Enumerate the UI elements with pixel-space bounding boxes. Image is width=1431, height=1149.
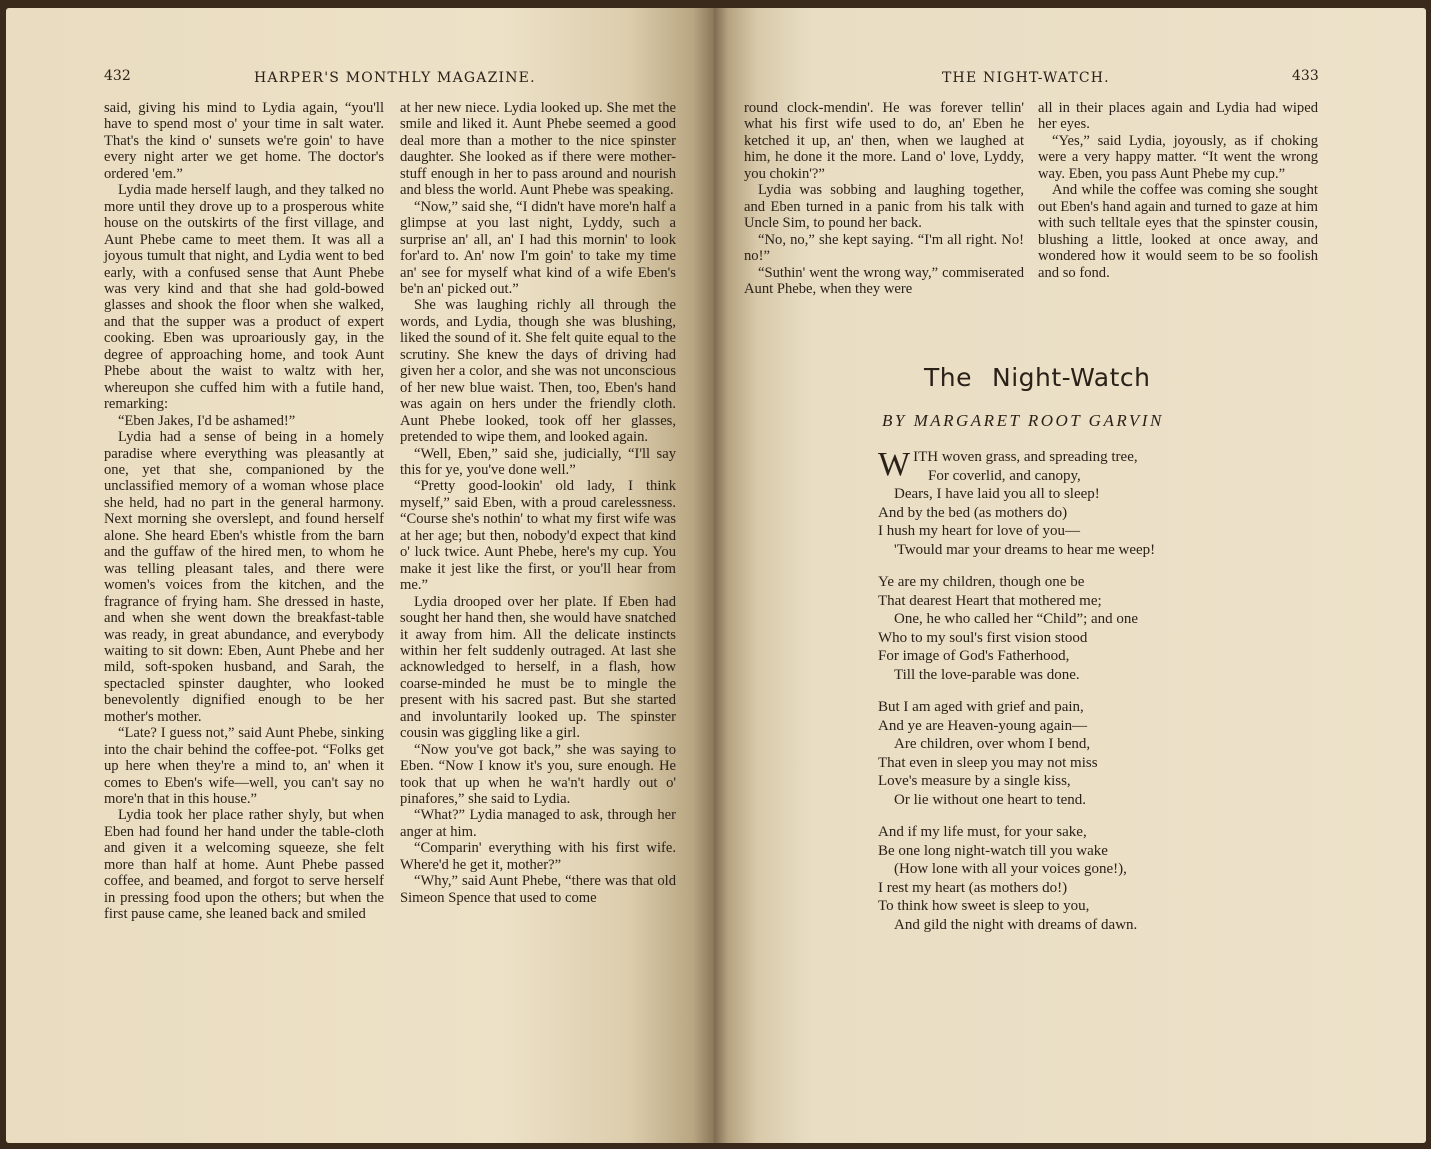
paragraph: Lydia made herself laugh, and they talked no more until they drove up to a prosperous white house on the outskirts of the first village, and Aunt Phebe came to meet them. It was all a joyous tumult that night, and Lydia went to bed early, with a confused sense that Aunt Phebe was very kind and that she had gold-bowed glasses and shook the floor when she walked, and that the supper was a product of expert cooking. Eben was uproariously gay, in the degree of approaching home, and took Aunt Phebe about the waist to waltz with her, whereupon she cuffed him with a futile hand, remarking:	[104, 182, 384, 413]
paragraph: And while the coffee was coming she sought out Eben's hand again and turned to gaze at him with such telltale eyes that the spinster cousin, blushing a little, looked at once away, and wondered how it would seem to be so foolish and so fond.	[1038, 182, 1318, 281]
running-head: HARPER'S MONTHLY MAGAZINE.	[254, 70, 536, 86]
poem-line: WITH woven grass, and spreading tree,	[878, 446, 1138, 483]
poem-line: Till the love-parable was done.	[894, 666, 1080, 683]
poem-line: To think how sweet is sleep to you,	[878, 898, 1090, 914]
poem-body	[878, 448, 1238, 948]
drop-cap: W	[878, 446, 911, 483]
paragraph: Lydia had a sense of being in a homely paradise where everything was pleasantly at one, yet that she, companioned by the unclassified memory of a woman whose place she held, had no part in the general harmony. Next morning she overslept, and found herself alone. She heard Eben's whistle from the barn and the guffaw of the hired men, to whom he was telling pleasant tales, and there were women's voices from the kitchen, and the fragrance of frying ham. She dressed in haste, and when she went down the breakfast-table was ready, in great abundance, and everybody waiting to sit down: Eben, Aunt Phebe and her mild, soft-spoken husband, and Sarah, the spectacled spinster daughter, who looked benevolently dignified enough to be her mother's mother.	[104, 429, 384, 725]
poem-line: I rest my heart (as mothers do!)	[878, 879, 1068, 896]
paragraph: “Pretty good-lookin' old lady, I think myself,” said Eben, with a proud carelessness. “Course she's nothin' to what my first wife was at her age; but then, nobody'd expect that kind o' luck twice. Aunt Phebe, here's my cup. You make it jest like the first, or you'll hear from me.”	[400, 478, 676, 594]
paragraph: “Suthin' went the wrong way,” commiserated Aunt Phebe, when they were	[744, 264, 1024, 297]
poem-line: And by the bed (as mothers do)	[878, 504, 1068, 521]
poem-line: 'Twould mar your dreams to hear me weep!	[894, 541, 1156, 558]
page-number: 433	[1292, 68, 1319, 84]
poem-line: That dearest Heart that mothered me;	[878, 592, 1102, 609]
paragraph: Lydia was sobbing and laughing together, and Eben turned in a panic from his talk with Uncle Sim, to pound her back.	[744, 182, 1024, 232]
paragraph: all in their places again and Lydia had wiped her eyes.	[1038, 100, 1318, 133]
poem-line: And gild the night with dreams of dawn.	[894, 916, 1138, 933]
poem-author: BY MARGARET ROOT GARVIN	[882, 411, 1164, 430]
page-number: 432	[104, 68, 131, 84]
poem-line: (How lone with all your voices gone!),	[894, 861, 1127, 877]
paragraph: “No, no,” she kept saying. “I'm all right. No! no!”	[744, 231, 1024, 265]
paragraph: “Eben Jakes, I'd be ashamed!”	[118, 412, 296, 429]
poem-line: But I am aged with grief and pain,	[878, 699, 1084, 715]
running-head: THE NIGHT-WATCH.	[942, 70, 1110, 86]
paragraph: “Now,” said she, “I didn't have more'n half a glimpse at you last night, Lyddy, such a surprise an' all, an' I had this mornin' to look for'ard to. An' now I'm goin' to take my time an' see for myself what kind of a wife Eben's be'n an' picked out.”	[400, 198, 676, 297]
paragraph: said, giving his mind to Lydia again, “you'll have to spend most o' your time in salt water. That's the kind o' sunsets we're goin' to have every night arter we get home. The doctor's ordered 'em.”	[104, 100, 384, 182]
poem-title-rest: Night-Watch	[992, 363, 1151, 392]
poem-line: One, he who called her “Child”; and one	[894, 611, 1139, 627]
poem-line: And if my life must, for your sake,	[878, 824, 1087, 840]
poem-line: Ye are my children, though one be	[878, 574, 1085, 590]
text-column-2	[1038, 100, 1318, 281]
paragraph: She was laughing richly all through the words, and Lydia, though she was blushing, liked the sound of it. She felt quite equal to the scrutiny. She knew the days of driving had given her a color, and she was not unconscious of her new blue waist. Then, too, Eben's hand was again on hers under the friendly cloth. Aunt Phebe looked, took off her glasses, pretended to wipe them, and looked again.	[400, 297, 676, 446]
paragraph: round clock-mendin'. He was forever tellin' what his first wife used to do, an' Eben he ketched it up, an' then, when we laughed at him, he done it the more. Land o' love, Lyddy, you chokin'?”	[744, 100, 1024, 182]
paragraph: “Well, Eben,” said she, judicially, “I'll say this for ye, you've done well.”	[400, 445, 676, 478]
poem-line: For image of God's Fatherhood,	[878, 648, 1070, 664]
paragraph: “Now you've got back,” she was saying to Eben. “Now I know it's you, sure enough. He took that up when he wa'n't hardly out o' pinafores,” she said to Lydia.	[400, 741, 676, 808]
poem-line: Dears, I have laid you all to sleep!	[894, 486, 1100, 502]
poem-line: Who to my soul's first vision stood	[878, 629, 1088, 646]
poem-line: Be one long night-watch till you wake	[878, 842, 1108, 859]
poem-line: Love's measure by a single kiss,	[878, 773, 1071, 789]
paragraph: “Late? I guess not,” said Aunt Phebe, sinking into the chair behind the coffee-pot. “Folks get up here when they're a mind to, an' when it comes to Eben's wife—well, you can't say no more'n that in this house.”	[104, 725, 384, 808]
paragraph: “Why,” said Aunt Phebe, “there was that old Simeon Spence that used to come	[400, 873, 676, 906]
paragraph: “Yes,” said Lydia, joyously, as if choking were a very happy matter. “It went the wrong way. Eben, you pass Aunt Phebe my cup.”	[1038, 132, 1318, 182]
text-column-1	[104, 100, 384, 923]
poem-stanza	[878, 573, 1238, 684]
poem-title-the: The	[924, 363, 972, 392]
poem-stanza	[878, 448, 1238, 559]
text-column-1	[744, 100, 1024, 297]
paragraph: at her new niece. Lydia looked up. She met the smile and liked it. Aunt Phebe seemed a good deal more than a mother to the nice spinster daughter. She looked as if there were mother-stuff enough in her to pass around and nourish and bless the world. Aunt Phebe was speaking.	[400, 100, 676, 199]
right-page	[714, 8, 1426, 1143]
poem-stanza	[878, 823, 1238, 934]
poem-line: That even in sleep you may not miss	[878, 754, 1098, 771]
poem-line: I hush my heart for love of you—	[878, 523, 1081, 539]
poem-stanza	[878, 698, 1238, 809]
left-page	[6, 8, 714, 1143]
paragraph: Lydia took her place rather shyly, but when Eben had found her hand under the table-cloth and given it a welcoming squeeze, she felt more than half at home. Aunt Phebe passed coffee, and beamed, and forgot to serve herself in pressing food upon the others; but when the first pause came, she leaned back and smiled	[104, 807, 384, 923]
poem-line: Or lie without one heart to tend.	[894, 791, 1087, 808]
paragraph: Lydia drooped over her plate. If Eben had sought her hand then, she would have snatched it away from him. All the delicate instincts within her felt suddenly outraged. At last she acknowledged to herself, in a flash, how coarse-minded he must be to mingle the present with his sacred past. But she started and involuntarily looked up. The spinster cousin was giggling like a girl.	[400, 593, 676, 742]
poem-line: And ye are Heaven-young again—	[878, 717, 1088, 734]
poem-line: Are children, over whom I bend,	[894, 736, 1091, 752]
text-column-2	[400, 100, 676, 906]
paragraph: “What?” Lydia managed to ask, through her anger at him.	[400, 807, 676, 840]
poem-line: For coverlid, and canopy,	[928, 467, 1081, 484]
paragraph: “Comparin' everything with his first wife. Where'd he get it, mother?”	[400, 840, 676, 873]
